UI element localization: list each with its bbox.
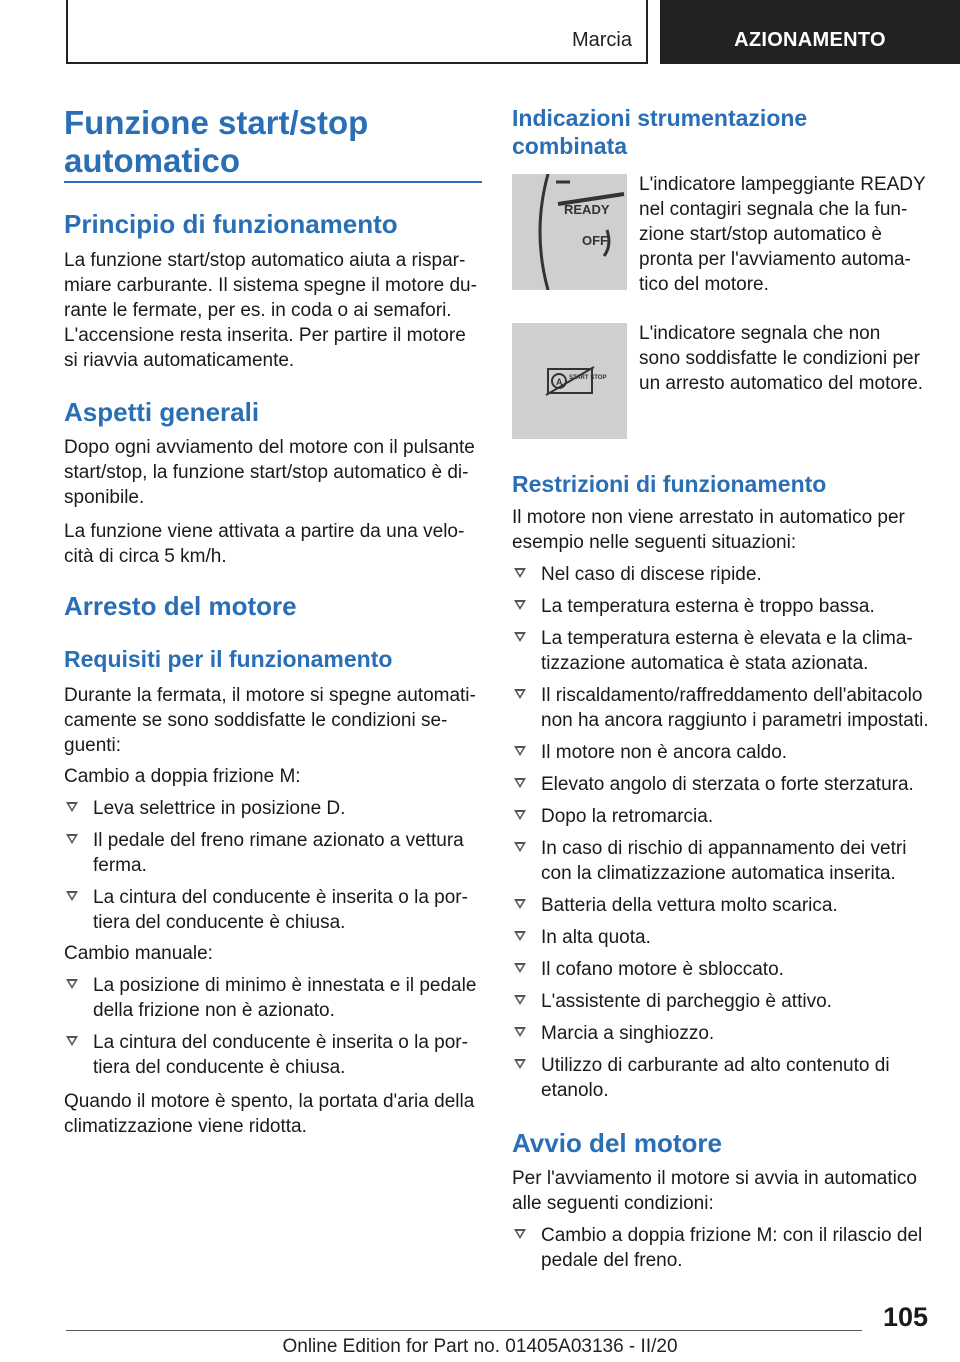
title-rule (64, 181, 482, 183)
list-item: Batteria della vettura molto scarica. (512, 893, 930, 918)
triangle-bullet-icon (514, 899, 526, 909)
svg-text:A: A (556, 377, 563, 387)
paragraph-line: rante le fermate, per es. in coda o ai semafori. (64, 300, 452, 321)
triangle-bullet-icon (514, 931, 526, 941)
list-item: Utilizzo di carburante ad alto contenuto di etanolo. (512, 1053, 930, 1103)
paragraph-line: climatizzazione viene ridotta. (64, 1116, 307, 1137)
triangle-bullet-icon (514, 1027, 526, 1037)
list-item: Elevato angolo di sterzata o forte sterzatura. (512, 772, 930, 797)
triangle-bullet-icon (514, 842, 526, 852)
triangle-bullet-icon (514, 746, 526, 756)
heading-restrizioni: Restrizioni di funzionamento (512, 471, 827, 497)
list-item: Dopo la retromarcia. (512, 804, 930, 829)
paragraph-line: sponibile. (64, 487, 145, 508)
paragraph-line: L'accensione resta inserita. Per partire il motore (64, 325, 466, 346)
page-number: 105 (882, 1302, 928, 1332)
list-item: La cintura del conducente è inserita o la por- tiera del conducente è chiusa. (64, 885, 482, 935)
heading-indicazioni-2: combinata (512, 133, 628, 159)
list-item: Il cofano motore è sbloccato. (512, 957, 930, 982)
paragraph-line: miare carburante. Il sistema spegne il motore du- (64, 275, 477, 296)
triangle-bullet-icon (514, 778, 526, 788)
list-item: Cambio a doppia frizione M: con il rilascio del pedale del freno. (512, 1223, 930, 1273)
list-item: Il riscaldamento/raffreddamento dell'abitacolo non ha ancora raggiunto i parametri impostati. (512, 683, 930, 733)
list-item: La posizione di minimo è innestata e il pedale della frizione non è azionato. (64, 973, 482, 1023)
list-item: In caso di rischio di appannamento dei vetri con la climatizzazione automatica inserita. (512, 836, 930, 886)
triangle-bullet-icon (66, 1036, 78, 1046)
triangle-bullet-icon (514, 1059, 526, 1069)
paragraph-line: Il motore non viene arrestato in automatico per (512, 507, 905, 528)
start-stop-crossed-icon (512, 323, 627, 439)
paragraph-line: Dopo ogni avviamento del motore con il pulsante (64, 437, 475, 458)
start-stop-indicator-image (512, 323, 627, 439)
paragraph-line: cità di circa 5 km/h. (64, 546, 227, 567)
off-label: OFF (582, 233, 608, 248)
paragraph-line: alle seguenti condizioni: (512, 1193, 714, 1214)
triangle-bullet-icon (66, 979, 78, 989)
triangle-bullet-icon (66, 802, 78, 812)
header-chapter-box (66, 0, 648, 64)
stop-description: L'indicatore segnala che non sono soddisfatte le condizioni per un arresto automatico del motore. (639, 323, 924, 394)
paragraph-line: Durante la fermata, il motore si spegne automati- (64, 685, 476, 706)
triangle-bullet-icon (66, 891, 78, 901)
triangle-bullet-icon (514, 963, 526, 973)
heading-indicazioni-1: Indicazioni strumentazione (512, 105, 808, 131)
tachometer-ready-image (512, 174, 627, 290)
list-item: In alta quota. (512, 925, 930, 950)
start-stop-label: START STOP (569, 375, 607, 381)
triangle-bullet-icon (514, 568, 526, 578)
paragraph-line: camente se sono soddisfatte le condizioni se- (64, 710, 448, 731)
page-title: Funzione start/stop automatico (64, 104, 369, 179)
list-item: La cintura del conducente è inserita o la por- tiera del conducente è chiusa. (64, 1030, 482, 1080)
list-item: Leva selettrice in posizione D. (64, 796, 482, 821)
footer-rule (66, 1330, 862, 1331)
list-item: Il motore non è ancora caldo. (512, 740, 930, 765)
heading-avvio: Avvio del motore (512, 1128, 722, 1158)
list-item: Nel caso di discese ripide. (512, 562, 930, 587)
paragraph-line: Cambio a doppia frizione M: (64, 766, 301, 787)
paragraph-line: si riavvia automaticamente. (64, 350, 295, 371)
triangle-bullet-icon (514, 689, 526, 699)
triangle-bullet-icon (514, 810, 526, 820)
triangle-bullet-icon (66, 834, 78, 844)
paragraph-line: Quando il motore è spento, la portata d'aria della (64, 1091, 475, 1112)
header-section: AZIONAMENTO (734, 29, 886, 51)
triangle-bullet-icon (514, 995, 526, 1005)
list-item: L'assistente di parcheggio è attivo. (512, 989, 930, 1014)
ready-description: L'indicatore lampeggiante READY nel contagiri segnala che la fun- zione start/stop automatico è pronta per l'avviamento automa- tico del motore. (639, 174, 926, 295)
header-chapter: Marcia (571, 29, 632, 51)
paragraph-line: La funzione viene attivata a partire da una velo- (64, 521, 465, 542)
paragraph-line: guenti: (64, 735, 122, 756)
heading-principio: Principio di funzionamento (64, 209, 398, 239)
list-item: Marcia a singhiozzo. (512, 1021, 930, 1046)
tachometer-icon (512, 174, 627, 290)
list-item: La temperatura esterna è elevata e la clima- tizzazione automatica è stata azionata. (512, 626, 930, 676)
triangle-bullet-icon (514, 600, 526, 610)
header-section-box (660, 0, 960, 64)
heading-arresto: Arresto del motore (64, 591, 297, 621)
paragraph-line: Cambio manuale: (64, 943, 213, 964)
paragraph-line: Per l'avviamento il motore si avvia in automatico (512, 1168, 917, 1189)
heading-aspetti: Aspetti generali (64, 397, 260, 427)
list-item: Il pedale del freno rimane azionato a vettura ferma. (64, 828, 482, 878)
paragraph-line: start/stop, la funzione start/stop automatico è di- (64, 462, 469, 483)
triangle-bullet-icon (514, 632, 526, 642)
footer-edition: Online Edition for Part no. 01405A03136 - II/20 (282, 1336, 678, 1357)
heading-requisiti: Requisiti per il funzionamento (64, 646, 393, 672)
list-item: La temperatura esterna è troppo bassa. (512, 594, 930, 619)
paragraph-line: La funzione start/stop automatico aiuta a rispar- (64, 250, 466, 271)
paragraph-line: esempio nelle seguenti situazioni: (512, 532, 797, 553)
triangle-bullet-icon (514, 1229, 526, 1239)
ready-label: READY (564, 202, 610, 217)
